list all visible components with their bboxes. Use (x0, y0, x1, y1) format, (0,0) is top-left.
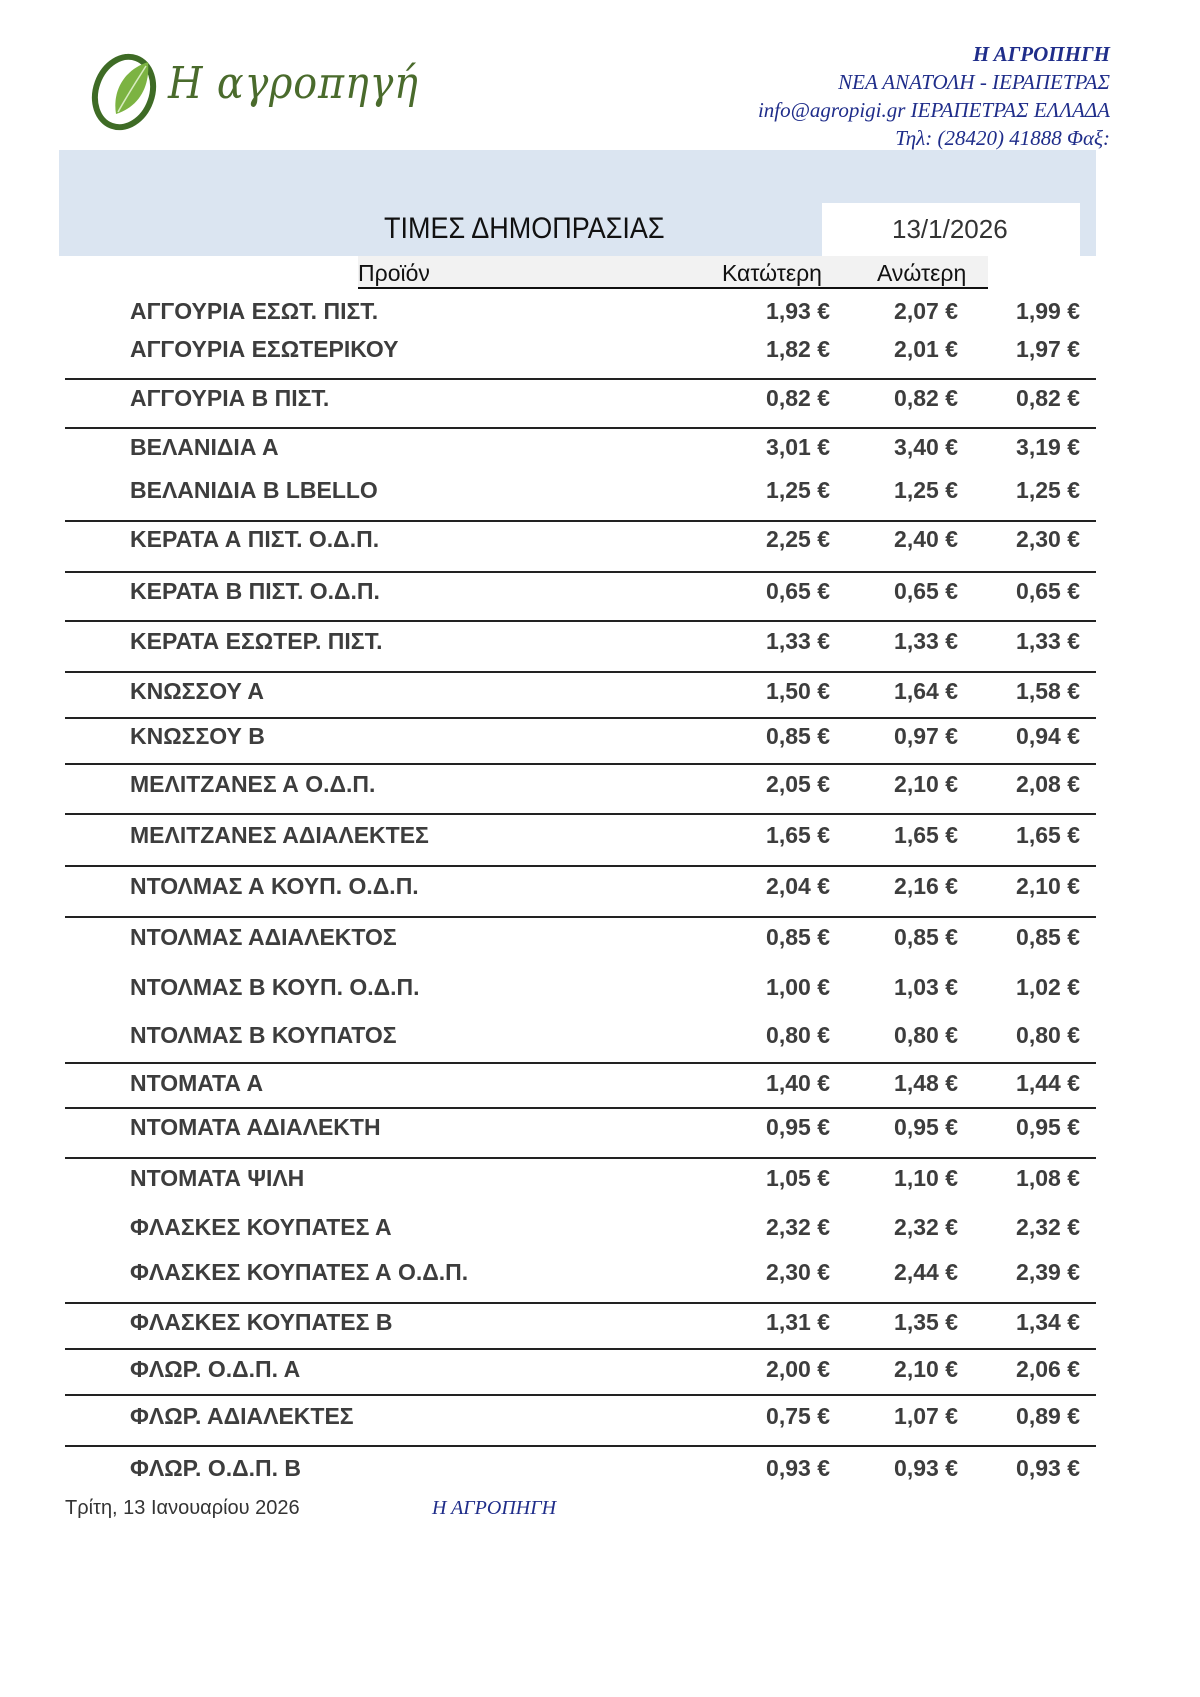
table-row (0, 678, 1200, 718)
low-price: 1,65 € (766, 822, 830, 848)
low-price: 0,93 € (766, 1455, 830, 1481)
low-price: 2,25 € (766, 526, 830, 552)
high-price: 3,40 € (894, 434, 958, 460)
avg-price: 0,65 € (1016, 578, 1080, 604)
avg-price: 1,08 € (1016, 1165, 1080, 1191)
avg-price: 2,32 € (1016, 1214, 1080, 1240)
high-price: 1,25 € (894, 477, 958, 503)
low-price: 0,82 € (766, 385, 830, 411)
row-divider (65, 571, 1096, 573)
high-price: 1,35 € (894, 1309, 958, 1335)
avg-price: 1,25 € (1016, 477, 1080, 503)
low-price: 2,04 € (766, 873, 830, 899)
high-price: 0,82 € (894, 385, 958, 411)
low-price: 0,65 € (766, 578, 830, 604)
high-price: 1,64 € (894, 678, 958, 704)
avg-price: 2,08 € (1016, 771, 1080, 797)
auction-date: 13/1/2026 (892, 214, 1008, 244)
company-name: Η ΑΓΡΟΠΗΓΗ (972, 42, 1110, 66)
avg-price: 1,02 € (1016, 974, 1080, 1000)
product-name: ΜΕΛΙΤΖΑΝΕΣ Α Ο.Δ.Π. (130, 771, 376, 797)
product-name: ΚΕΡΑΤΑ Β ΠΙΣΤ. Ο.Δ.Π. (130, 578, 380, 604)
avg-price: 1,44 € (1016, 1070, 1080, 1096)
product-name: ΑΓΓΟΥΡΙΑ Β ΠΙΣΤ. (130, 385, 330, 411)
high-price: 2,32 € (894, 1214, 958, 1240)
table-row (0, 336, 1200, 376)
high-price: 2,16 € (894, 873, 958, 899)
table-row (0, 1259, 1200, 1299)
header-underline (358, 287, 988, 289)
low-price: 0,80 € (766, 1022, 830, 1048)
high-price: 2,01 € (894, 336, 958, 362)
high-price: 1,48 € (894, 1070, 958, 1096)
product-name: ΦΛΩΡ. ΑΔΙΑΛΕΚΤΕΣ (130, 1403, 354, 1429)
avg-price: 1,58 € (1016, 678, 1080, 704)
product-name: ΦΛΑΣΚΕΣ ΚΟΥΠΑΤΕΣ Β (130, 1309, 393, 1335)
product-name: ΝΤΟΜΑΤΑ Α (130, 1070, 264, 1096)
product-name: ΝΤΟΛΜΑΣ Β ΚΟΥΠ. Ο.Δ.Π. (130, 974, 420, 1000)
high-price: 2,07 € (894, 298, 958, 324)
low-price: 1,82 € (766, 336, 830, 362)
table-row (0, 1070, 1200, 1110)
product-name: ΝΤΟΛΜΑΣ Β ΚΟΥΠΑΤΟΣ (130, 1022, 397, 1048)
product-name: ΦΛΩΡ. Ο.Δ.Π. Α (130, 1356, 301, 1382)
table-row (0, 1165, 1200, 1205)
low-price: 1,50 € (766, 678, 830, 704)
product-name: ΚΕΡΑΤΑ Α ΠΙΣΤ. Ο.Δ.Π. (130, 526, 380, 552)
table-row (0, 298, 1200, 338)
product-name: ΚΕΡΑΤΑ ΕΣΩΤΕΡ. ΠΙΣΤ. (130, 628, 383, 654)
table-row (0, 1309, 1200, 1349)
table-row (0, 385, 1200, 425)
high-price: 1,10 € (894, 1165, 958, 1191)
row-divider (65, 916, 1096, 918)
table-row (0, 1114, 1200, 1154)
row-divider (65, 520, 1096, 522)
high-price: 0,80 € (894, 1022, 958, 1048)
table-row (0, 434, 1200, 474)
product-name: ΑΓΓΟΥΡΙΑ ΕΣΩΤ. ΠΙΣΤ. (130, 298, 379, 324)
low-price: 2,30 € (766, 1259, 830, 1285)
table-row (0, 1403, 1200, 1443)
product-name: ΦΛΑΣΚΕΣ ΚΟΥΠΑΤΕΣ Α (130, 1214, 392, 1240)
row-divider (65, 1445, 1096, 1447)
row-divider (65, 378, 1096, 380)
high-price: 0,85 € (894, 924, 958, 950)
table-row (0, 723, 1200, 763)
company-info (758, 40, 1110, 152)
table-row (0, 628, 1200, 668)
avg-price: 1,97 € (1016, 336, 1080, 362)
header-product: Προϊόν (358, 260, 430, 286)
low-price: 2,32 € (766, 1214, 830, 1240)
avg-price: 2,30 € (1016, 526, 1080, 552)
high-price: 0,93 € (894, 1455, 958, 1481)
high-price: 1,07 € (894, 1403, 958, 1429)
low-price: 1,93 € (766, 298, 830, 324)
product-name: ΝΤΟΛΜΑΣ Α ΚΟΥΠ. Ο.Δ.Π. (130, 873, 419, 899)
high-price: 2,10 € (894, 771, 958, 797)
avg-price: 1,34 € (1016, 1309, 1080, 1335)
avg-price: 0,93 € (1016, 1455, 1080, 1481)
product-name: ΚΝΩΣΣΟΥ Β (130, 723, 265, 749)
low-price: 1,25 € (766, 477, 830, 503)
high-price: 1,65 € (894, 822, 958, 848)
table-row (0, 578, 1200, 618)
avg-price: 2,06 € (1016, 1356, 1080, 1382)
high-price: 2,10 € (894, 1356, 958, 1382)
product-name: ΦΛΩΡ. Ο.Δ.Π. Β (130, 1455, 302, 1481)
avg-price: 0,82 € (1016, 385, 1080, 411)
avg-price: 0,94 € (1016, 723, 1080, 749)
high-price: 1,03 € (894, 974, 958, 1000)
low-price: 0,95 € (766, 1114, 830, 1140)
header-high: Ανώτερη (877, 260, 967, 286)
low-price: 3,01 € (766, 434, 830, 460)
company-email-line: info@agropigi.gr ΙΕΡΑΠΕΤΡΑΣ ΕΛΛΑΔΑ (757, 98, 1110, 122)
row-divider (65, 865, 1096, 867)
company-phone-line: Τηλ: (28420) 41888 Φαξ: (895, 126, 1110, 150)
table-row (0, 1022, 1200, 1062)
avg-price: 1,33 € (1016, 628, 1080, 654)
table-row (0, 974, 1200, 1014)
row-divider (65, 763, 1096, 765)
low-price: 1,05 € (766, 1165, 830, 1191)
low-price: 0,75 € (766, 1403, 830, 1429)
table-row (0, 924, 1200, 964)
avg-price: 3,19 € (1016, 434, 1080, 460)
company-address: ΝΕΑ ΑΝΑΤΟΛΗ - ΙΕΡΑΠΕΤΡΑΣ (838, 70, 1110, 94)
low-price: 1,31 € (766, 1309, 830, 1335)
row-divider (65, 620, 1096, 622)
high-price: 2,44 € (894, 1259, 958, 1285)
avg-price: 1,99 € (1016, 298, 1080, 324)
avg-price: 0,95 € (1016, 1114, 1080, 1140)
low-price: 2,00 € (766, 1356, 830, 1382)
logo-text: Η αγροπηγή (168, 58, 419, 109)
page-title: ΤΙΜΕΣ ΔΗΜΟΠΡΑΣΙΑΣ (384, 212, 665, 245)
low-price: 0,85 € (766, 723, 830, 749)
table-row (0, 1356, 1200, 1396)
high-price: 0,65 € (894, 578, 958, 604)
table-row (0, 822, 1200, 862)
table-row (0, 771, 1200, 811)
product-name: ΜΕΛΙΤΖΑΝΕΣ ΑΔΙΑΛΕΚΤΕΣ (130, 822, 429, 848)
table-row (0, 1455, 1200, 1495)
row-divider (65, 813, 1096, 815)
avg-price: 0,80 € (1016, 1022, 1080, 1048)
product-name: ΚΝΩΣΣΟΥ Α (130, 678, 265, 704)
avg-price: 0,89 € (1016, 1403, 1080, 1429)
avg-price: 1,65 € (1016, 822, 1080, 848)
avg-price: 2,10 € (1016, 873, 1080, 899)
avg-price: 2,39 € (1016, 1259, 1080, 1285)
row-divider (65, 427, 1096, 429)
row-divider (65, 1062, 1096, 1064)
product-name: ΑΓΓΟΥΡΙΑ ΕΣΩΤΕΡΙΚΟΥ (130, 336, 399, 362)
avg-price: 0,85 € (1016, 924, 1080, 950)
low-price: 1,00 € (766, 974, 830, 1000)
product-name: ΝΤΟΛΜΑΣ ΑΔΙΑΛΕΚΤΟΣ (130, 924, 397, 950)
table-row (0, 873, 1200, 913)
row-divider (65, 671, 1096, 673)
row-divider (65, 1157, 1096, 1159)
header-low: Κατώτερη (722, 260, 822, 286)
low-price: 1,40 € (766, 1070, 830, 1096)
low-price: 2,05 € (766, 771, 830, 797)
table-row (0, 477, 1200, 517)
low-price: 1,33 € (766, 628, 830, 654)
high-price: 0,97 € (894, 723, 958, 749)
high-price: 0,95 € (894, 1114, 958, 1140)
table-row (0, 1214, 1200, 1254)
product-name: ΒΕΛΑΝΙΔΙΑ Β LBELLO (130, 477, 378, 503)
low-price: 0,85 € (766, 924, 830, 950)
high-price: 1,33 € (894, 628, 958, 654)
footer-date: Τρίτη, 13 Ιανουαρίου 2026 (65, 1497, 300, 1519)
row-divider (65, 1302, 1096, 1304)
footer-company: Η ΑΓΡΟΠΗΓΗ (432, 1497, 557, 1519)
table-row (0, 526, 1200, 566)
product-name: ΝΤΟΜΑΤΑ ΨΙΛΗ (130, 1165, 305, 1191)
product-name: ΝΤΟΜΑΤΑ ΑΔΙΑΛΕΚΤΗ (130, 1114, 381, 1140)
high-price: 2,40 € (894, 526, 958, 552)
product-name: ΒΕΛΑΝΙΔΙΑ Α (130, 434, 279, 460)
product-name: ΦΛΑΣΚΕΣ ΚΟΥΠΑΤΕΣ Α Ο.Δ.Π. (130, 1259, 469, 1285)
